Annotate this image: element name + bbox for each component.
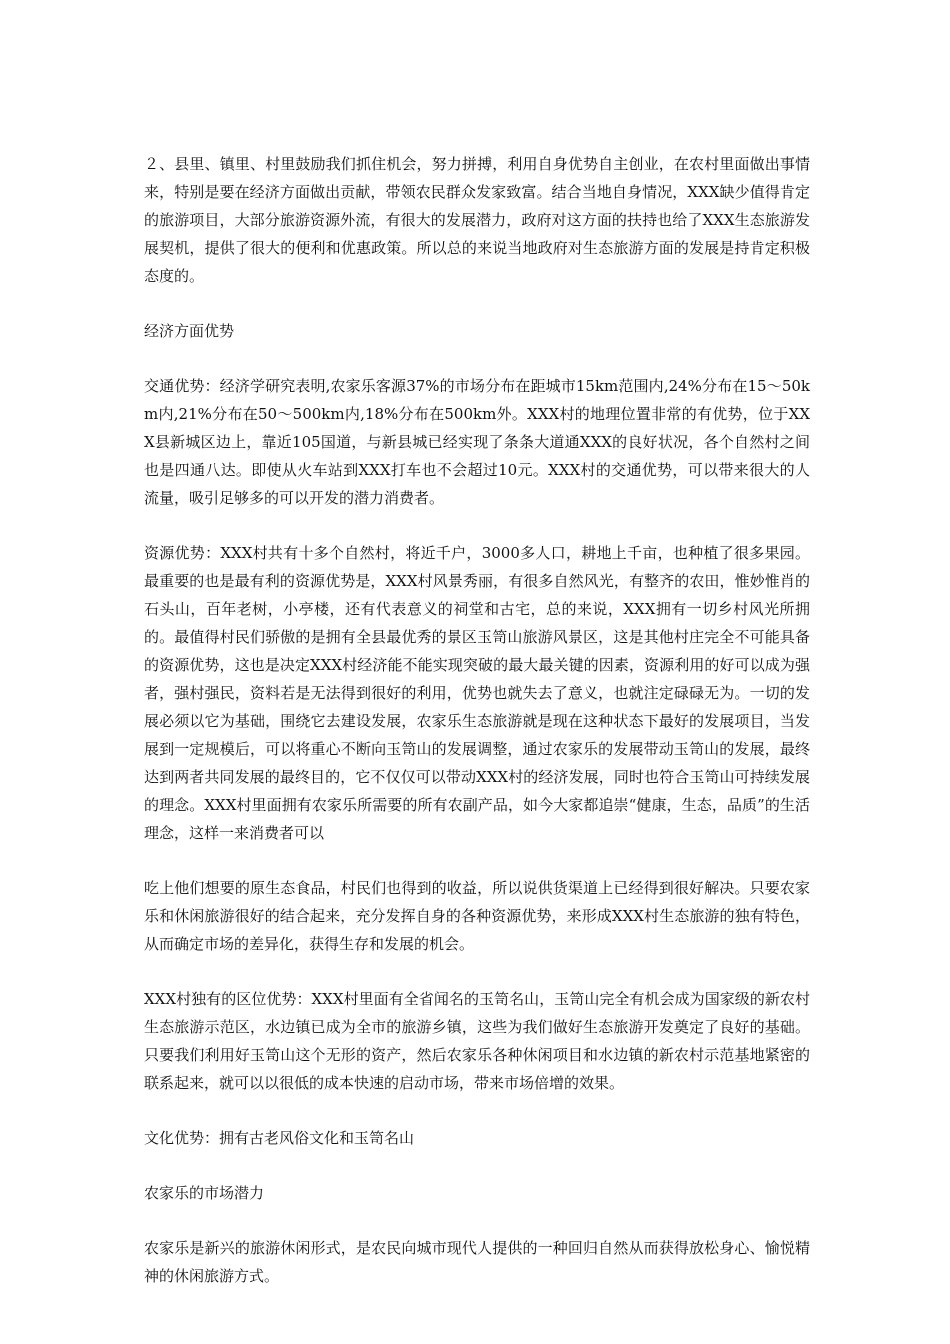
paragraph-government-support: ２、县里、镇里、村里鼓励我们抓住机会，努力拼搏，利用自身优势自主创业，在农村里面做出事情来，特别是要在经济方面做出贡献，带领农民群众发家致富。结合当地自身情况，XXX缺少值得肯定的旅游项目，大部分旅游资源外流，有很大的发展潜力，政府对这方面的扶持也给了XXX生态旅游发展契机，提供了很大的便利和优惠政策。所以总的来说当地政府对生态旅游方面的发展是持肯定积极态度的。	[144, 155, 810, 285]
paragraph-supply-channel: 吃上他们想要的原生态食品，村民们也得到的收益，所以说供货渠道上已经得到很好解决。只要农家乐和休闲旅游很好的结合起来，充分发挥自身的各种资源优势，来形成XXX村生态旅游的独有特色，从而确定市场的差异化，获得生存和发展的机会。	[144, 879, 810, 953]
paragraph-transport-advantage: 交通优势：经济学研究表明,农家乐客源37%的市场分布在距城市15km范围内,24%分布在15～50km内,21%分布在50～500km内,18%分布在500km外。XXX村的地理位置非常的有优势，位于XXX县新城区边上，靠近105国道，与新县城已经实现了条条大道通XXX的良好状况，各个自然村之间也是四通八达。即使从火车站到XXX打车也不会超过10元。XXX村的交通优势，可以带来很大的人流量，吸引足够多的可以开发的潜力消费者。	[144, 377, 810, 507]
heading-economic-advantages: 经济方面优势	[144, 322, 235, 340]
heading-cultural-advantage: 文化优势：拥有古老风俗文化和玉笥名山	[144, 1129, 415, 1147]
paragraph-agritourism-definition: 农家乐是新兴的旅游休闲形式，是农民向城市现代人提供的一种回归自然从而获得放松身心、愉悦精神的休闲旅游方式。	[144, 1239, 810, 1285]
heading-market-potential: 农家乐的市场潜力	[144, 1184, 265, 1202]
paragraph-location-advantage: XXX村独有的区位优势：XXX村里面有全省闻名的玉笥名山，玉笥山完全有机会成为国家级的新农村生态旅游示范区，水边镇已成为全市的旅游乡镇，这些为我们做好生态旅游开发奠定了良好的基础。只要我们利用好玉笥山这个无形的资产，然后农家乐各种休闲项目和水边镇的新农村示范基地紧密的联系起来，就可以以很低的成本快速的启动市场，带来市场倍增的效果。	[144, 990, 810, 1092]
document-page	[144, 150, 810, 1317]
paragraph-resource-advantage: 资源优势：XXX村共有十多个自然村，将近千户，3000多人口，耕地上千亩，也种植了很多果园。最重要的也是最有利的资源优势是，XXX村风景秀丽，有很多自然风光，有整齐的农田，惟妙惟肖的石头山，百年老树，小亭楼，还有代表意义的祠堂和古宅，总的来说，XXX拥有一切乡村风光所拥的。最值得村民们骄傲的是拥有全县最优秀的景区玉笥山旅游风景区，这是其他村庄完全不可能具备的资源优势，这也是决定XXX村经济能不能实现突破的最大最关键的因素，资源利用的好可以成为强者，强村强民，资料若是无法得到很好的利用，优势也就失去了意义，也就注定碌碌无为。一切的发展必须以它为基础，围绕它去建设发展，农家乐生态旅游就是现在这种状态下最好的发展项目，当发展到一定规模后，可以将重心不断向玉笥山的发展调整，通过农家乐的发展带动玉笥山的发展，最终达到两者共同发展的最终目的，它不仅仅可以带动XXX村的经济发展，同时也符合玉笥山可持续发展的理念。XXX村里面拥有农家乐所需要的所有农副产品，如今大家都追崇“健康，生态，品质”的生活理念，这样一来消费者可以	[144, 544, 810, 842]
